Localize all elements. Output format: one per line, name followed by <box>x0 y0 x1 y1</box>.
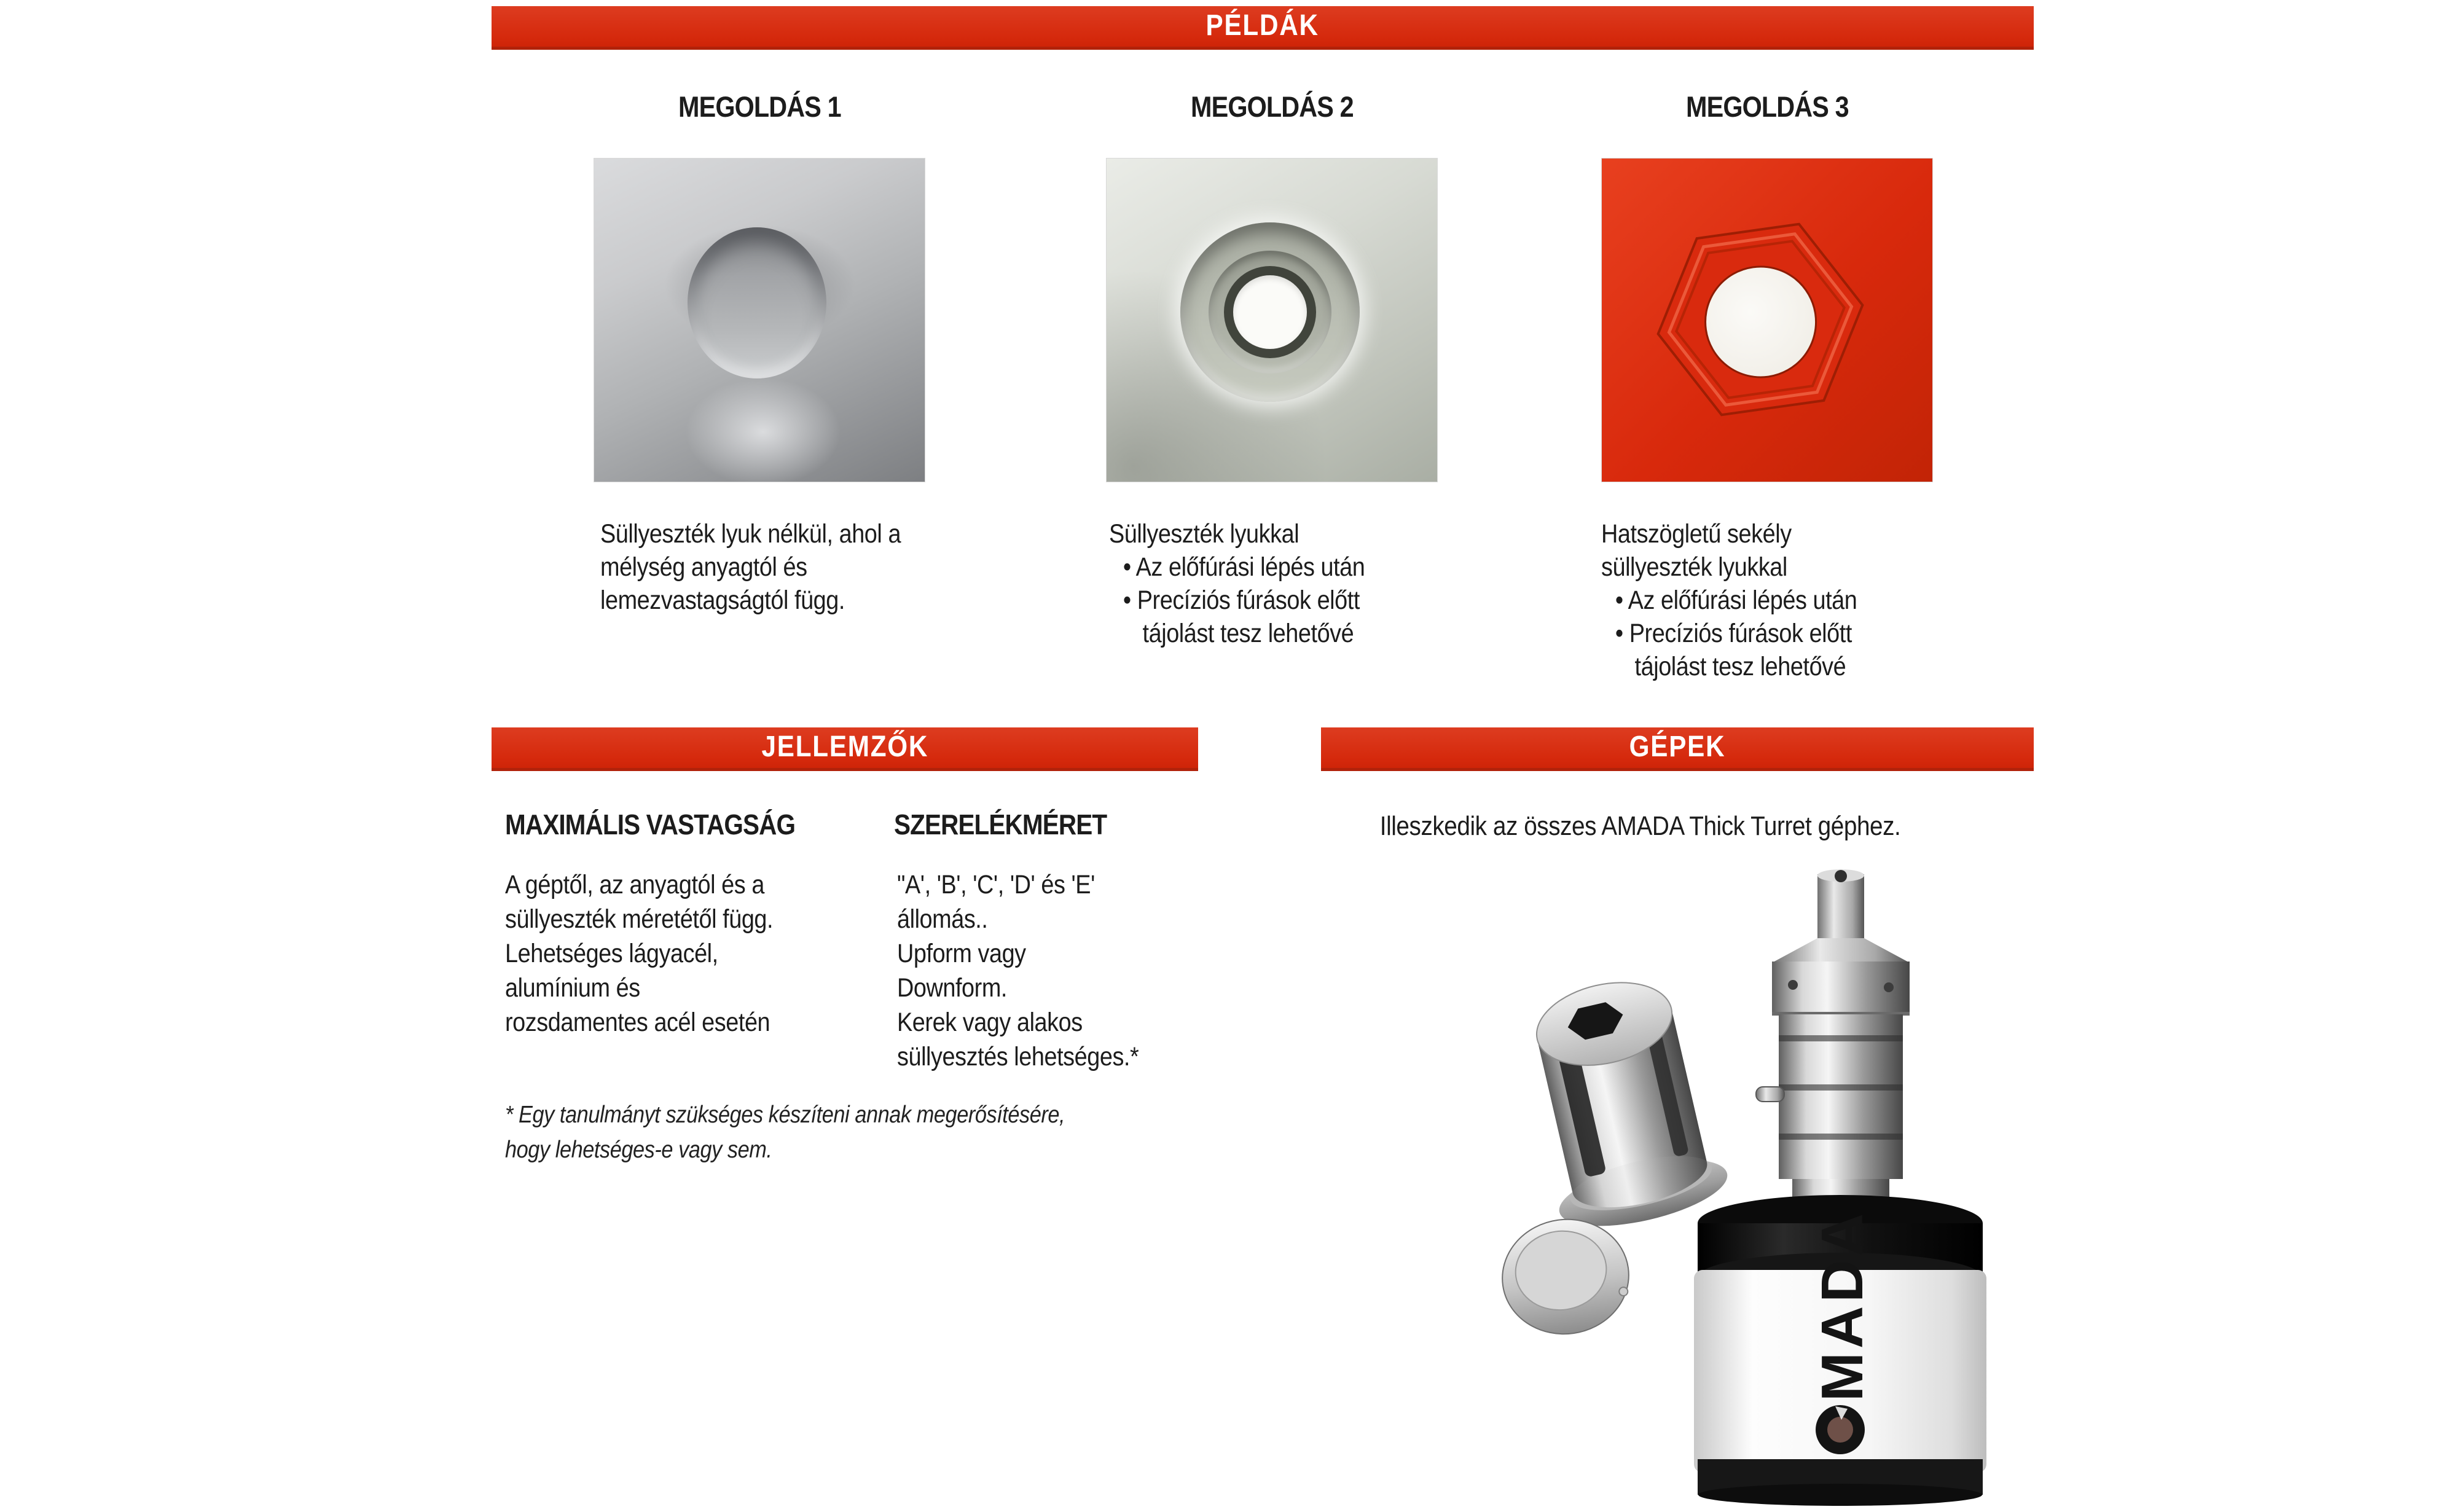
countersink-with-hole-photo <box>1106 158 1438 482</box>
countersink-without-hole-photo <box>594 158 925 482</box>
features-banner-label: JELLEMZŐK <box>761 731 928 763</box>
machines-banner <box>1321 727 2034 771</box>
brand-text: MADA <box>1809 1210 1875 1401</box>
solution-1-title: MEGOLDÁS 1 <box>678 90 841 123</box>
solution-2-caption: Süllyeszték lyukkal • Az előfúrási lépés után • Precíziós fúrások előtt tájolást tesz lehetővé <box>1109 519 1365 648</box>
solution-3-title: MEGOLDÁS 3 <box>1685 90 1849 123</box>
examples-banner <box>492 6 2034 50</box>
hex-countersink-with-hole-photo <box>1601 158 1933 482</box>
alignment-pin <box>1756 1087 1784 1102</box>
study-footnote: * Egy tanulmányt szükséges készíteni annak megerősítésére, hogy lehetséges-e vagy sem. <box>505 1102 1065 1163</box>
features-banner <box>492 727 1198 771</box>
round-dimple <box>688 227 826 378</box>
solution-3-caption: Hatszögletű sekély süllyeszték lyukkal • Az előfúrási lépés után • Precíziós fúrások előtt tájolást tesz lehetővé <box>1601 519 1857 681</box>
amada-logo-mark <box>1816 1405 1865 1454</box>
amada-punch-tool-photo <box>1493 869 1991 1508</box>
tooling-size-body: "A', 'B', 'C', 'D' és 'E' állomás.. Upform vagy Downform. Kerek vagy alakos süllyesztés lehetséges.* <box>897 870 1139 1071</box>
punch-assembly <box>1694 869 1986 1506</box>
die-cylinder <box>1511 966 1733 1239</box>
solution-2-title: MEGOLDÁS 2 <box>1190 90 1354 123</box>
countersink-cone <box>1209 251 1331 374</box>
machines-banner-label: GÉPEK <box>1629 731 1726 763</box>
hex-countersink-graphic <box>1602 159 1932 482</box>
punched-hole <box>1233 275 1307 349</box>
examples-banner-label: PÉLDÁK <box>1205 9 1320 42</box>
max-thickness-heading: MAXIMÁLIS VASTAGSÁG <box>505 809 796 840</box>
countersink-recess <box>1180 222 1360 402</box>
square-drive <box>1817 874 1864 939</box>
max-thickness-body: A géptől, az anyagtól és a süllyeszték méretétől függ. Lehetséges lágyacél, alumínium és rozsdamentes acél esetén <box>505 870 774 1037</box>
machines-caption: Illeszkedik az összes AMADA Thick Turret géphez. <box>1380 811 1901 841</box>
solution-1-caption: Süllyeszték lyuk nélkül, ahol a mélység anyagtól és lemezvastagságtól függ. <box>600 519 901 615</box>
die-cap-disc <box>1495 1212 1636 1342</box>
tooling-size-heading: SZERELÉKMÉRET <box>894 809 1107 840</box>
